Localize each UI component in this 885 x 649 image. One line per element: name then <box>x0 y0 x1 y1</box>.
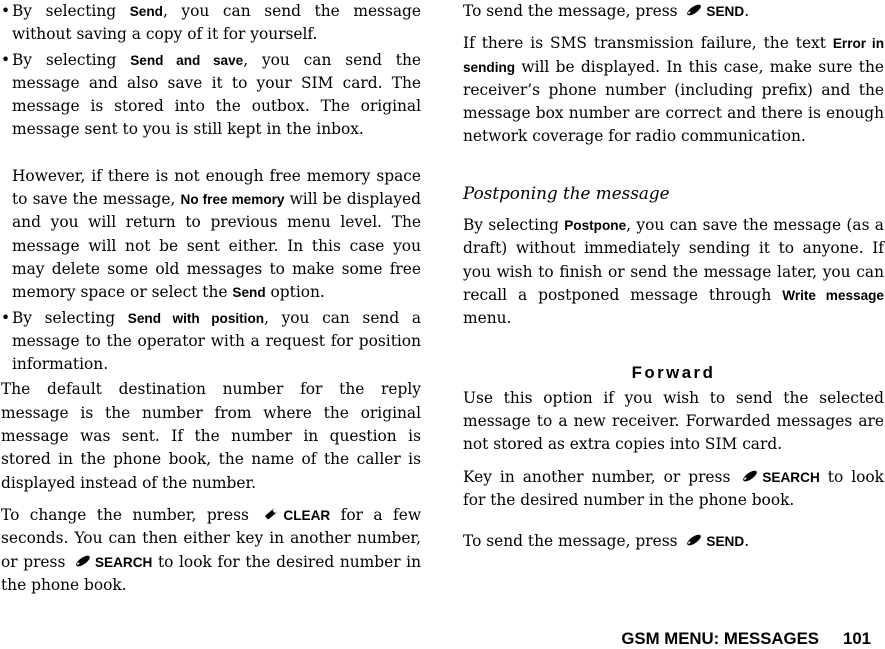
forward-paragraph: Use this option if you wish to send the selected message to a new receiver. Forwarded messages are not stored as extra copies into SIM card. <box>463 388 884 454</box>
softkey-icon <box>741 469 759 483</box>
send-option-label-2: Send <box>232 285 266 301</box>
page-footer <box>621 630 871 648</box>
error-in-sending-paragraph: If there is SMS transmission failure, the text Error in sending will be displayed. In this case, make sure the receiver’s phone number (including prefix) and the message box number are correct and there is enough network coverage for radio communication. <box>463 34 884 146</box>
postpone-paragraph: By selecting Postpone, you can save the message (as a draft) without immediately sending it to anyone. If you wish to finish or send the message later, you can recall a postponed message through Write message menu. <box>463 216 884 328</box>
no-free-memory-label: No free memory <box>180 192 285 208</box>
send-key-label: SEND <box>706 4 745 19</box>
error-in-sending-label: Error in sending <box>463 36 884 75</box>
search-key-label: SEARCH <box>94 554 153 570</box>
postponing-heading: Postponing the message <box>463 182 670 203</box>
write-message-label: Write message <box>782 287 884 303</box>
clear-key-label: CLEAR <box>283 507 331 523</box>
reply-number-paragraph: The default destination number for the reply message is the number from where the original message was sent. If the number in question is stored in the phone book, the name of the caller is displayed instead of the number. <box>1 380 421 492</box>
send-instruction-1: To send the message, press SEND. <box>463 2 750 20</box>
softkey-icon <box>685 533 703 547</box>
clear-key-icon <box>262 507 280 521</box>
left-column <box>1 0 421 597</box>
send-instruction-2: To send the message, press SEND. <box>463 532 750 551</box>
page-number: 101 <box>843 629 871 648</box>
right-column <box>463 0 884 554</box>
bullet-send-with-position: • By selecting Send with position, you can send a message to the operator with a request for position information. <box>1 307 421 377</box>
send-with-position-label: Send with position <box>127 310 265 326</box>
search-key-label-2: SEARCH <box>762 469 820 485</box>
search-instruction: Key in another number, or press SEARCH to look for the desired number in the phone book. <box>463 467 885 510</box>
send-and-save-option-label: Send and save <box>130 52 244 68</box>
postpone-option-label: Postpone <box>564 218 627 234</box>
softkey-icon <box>685 3 703 17</box>
forward-heading: Forward <box>631 362 716 382</box>
no-free-memory-note: However, if there is not enough free memory space to save the message, No free memory will be displayed and you will return to previous menu level. The message will not be sent either. In this case you may delete some old messages to make some free memory space or select the Send option. <box>12 166 422 302</box>
change-number-paragraph: To change the number, press CLEAR for a few seconds. You can then either key in another number, or press SEARCH to look for the desired number in the phone book. <box>1 505 421 594</box>
send-option-label: Send <box>129 4 163 19</box>
send-key-label-2: SEND <box>706 534 745 550</box>
bullet-send: • By selecting Send, you can send the message without saving a copy of it for yourself. <box>1 0 421 47</box>
softkey-icon <box>74 554 92 568</box>
bullet-send-and-save: • By selecting Send and save, you can send the message and also save it to your SIM card. The message is stored into the outbox. The original message sent to you is still kept in the inbox. <box>1 49 421 142</box>
section-title: GSM MENU: MESSAGES <box>621 629 819 648</box>
